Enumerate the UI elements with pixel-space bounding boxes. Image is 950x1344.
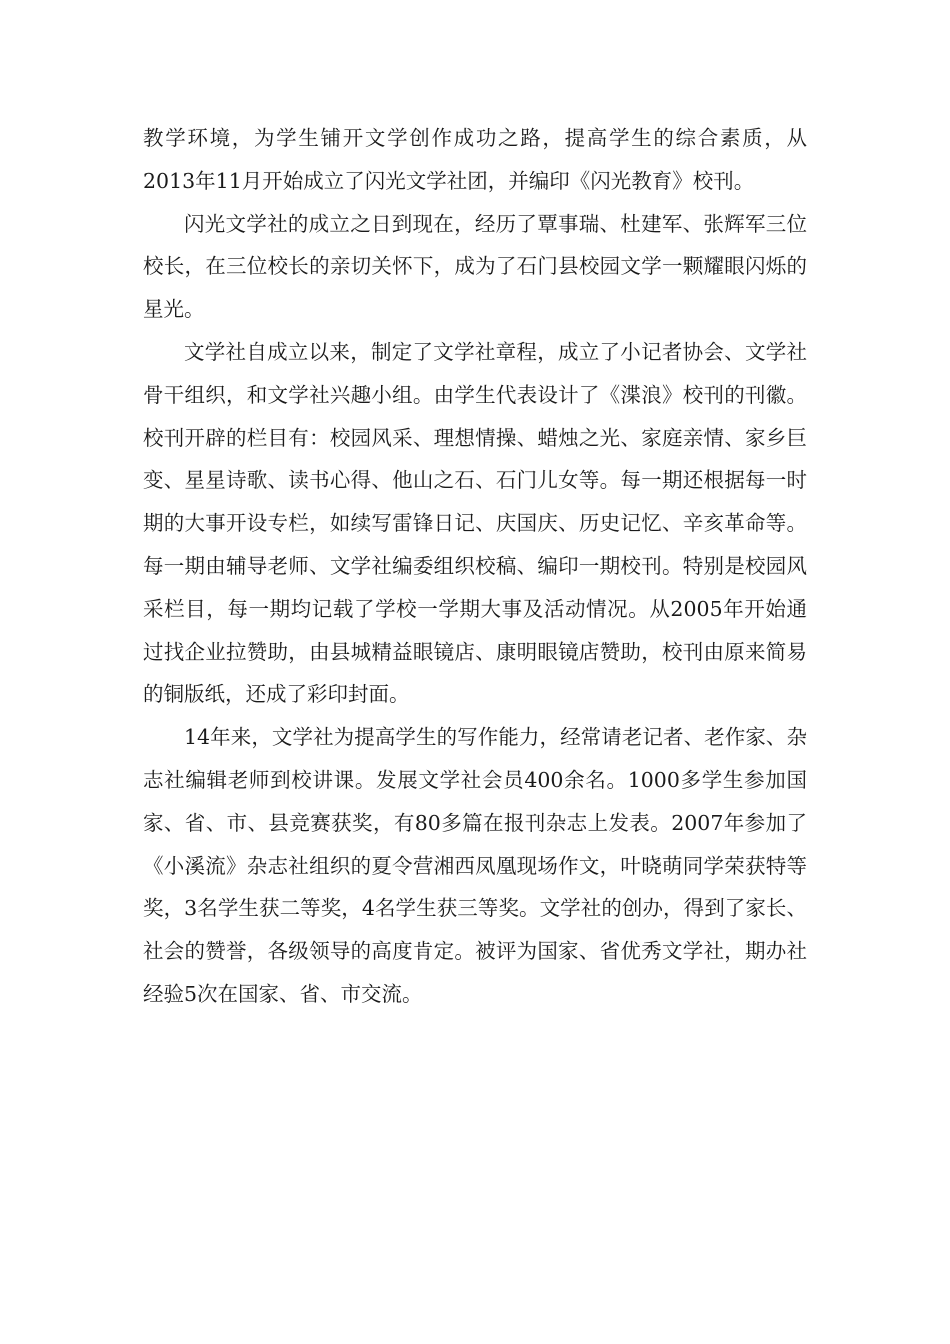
paragraph-journal: 文学社自成立以来，制定了文学社章程，成立了小记者协会、文学社骨干组织，和文学社兴趣小组。由学生代表设计了《渫浪》校刊的刊徽。校刊开辟的栏目有：校园风采、理想情操、蜡烛之光、家庭亲情、家乡巨变、星星诗歌、读书心得、他山之石、石门儿女等。每一期还根据每一时期的大事开设专栏，如续写雷锋日记、庆国庆、历史记忆、辛亥革命等。 每一期由辅导老师、文学社编委组织校稿、编印一期校刊。特别是校园风采栏目，每一期均记载了学校一学期大事及活动情况。从2005年开始通过找企业拉赞助，由县城精益眼镜店、康明眼镜店赞助，校刊由原来简易的铜版纸，还成了彩印封面。	[143, 339, 807, 707]
paragraph-principals: 闪光文学社的成立之日到现在，经历了覃事瑞、杜建军、张辉军三位校长，在三位校长的亲切关怀下，成为了石门县校园文学一颗耀眼闪烁的星光。	[143, 211, 807, 322]
paragraph-achievements: 14年来，文学社为提高学生的写作能力，经常请老记者、老作家、杂志社编辑老师到校讲课。发展文学社会员400余名。1000多学生参加国家、省、市、县竞赛获奖，有80多篇在报刊杂志上发表。2007年参加了《小溪流》杂志社组织的夏令营湘西凤凰现场作文，叶晓萌同学荣获特等奖，3名学生获二等奖，4名学生获三等奖。文学社的创办，得到了家长、社会的赞誉，各级领导的高度肯定。被评为国家、省优秀文学社，期办社经验5次在国家、省、市交流。	[143, 725, 807, 1006]
document-body	[143, 117, 807, 1016]
paragraph-continued: 教学环境，为学生铺开文学创作成功之路，提高学生的综合素质，从2013年11月开始成立了闪光文学社团，并编印《闪光教育》校刊。	[143, 126, 807, 193]
